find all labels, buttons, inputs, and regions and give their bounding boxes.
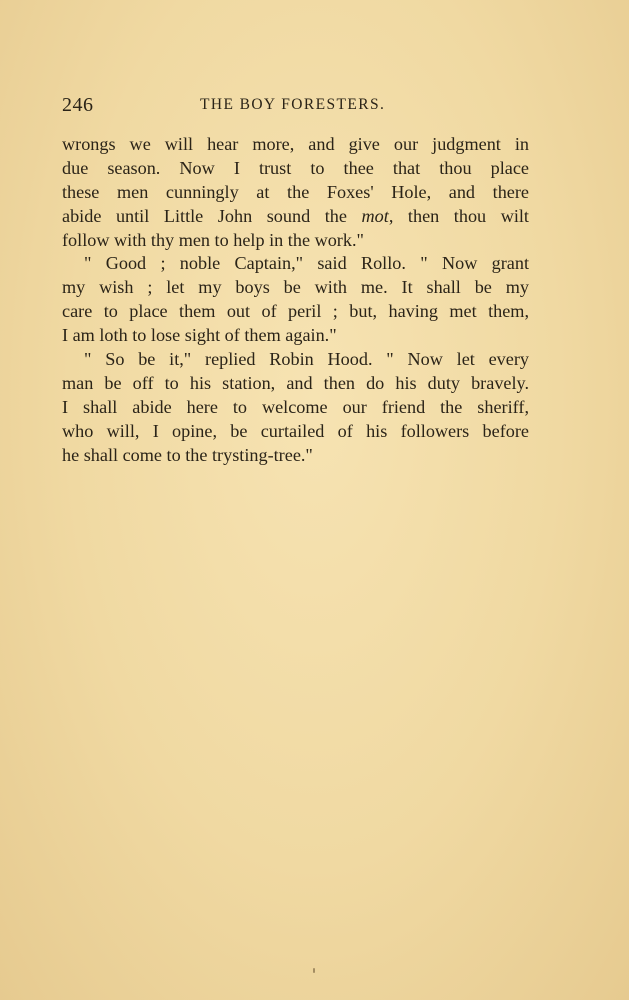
text-line: who will, I opine, be curtailed of his followers before	[62, 420, 529, 441]
text-line: my wish ; let my boys be with me. It shall be my	[62, 277, 529, 298]
italic-word: mot	[361, 205, 389, 226]
text-line: these men cunningly at the Foxes' Hole, and there	[62, 181, 529, 202]
text-line: I shall abide here to welcome our friend the sheriff,	[62, 396, 529, 417]
text-line: wrongs we will hear more, and give our judgment in	[62, 134, 529, 154]
page-header	[62, 94, 529, 118]
text-line: due season. Now I trust to thee that thou place	[62, 157, 529, 178]
text-line: " So be it," replied Robin Hood. " Now let every	[84, 349, 529, 370]
text-line: I am loth to lose sight of them again."	[62, 325, 337, 346]
page-number: 246	[62, 94, 94, 116]
paper-speck	[313, 968, 315, 973]
text-line: he shall come to the trysting-tree."	[62, 444, 313, 465]
text-line: care to place them out of peril ; but, having met them,	[62, 301, 529, 322]
text-line: " Good ; noble Captain," said Rollo. " Now grant	[84, 253, 529, 274]
text-line-with-italic: abide until Little John sound the mot, then thou wilt	[62, 205, 529, 226]
text-line: man be off to his station, and then do his duty bravely.	[62, 372, 529, 393]
running-head: THE BOY FORESTERS.	[200, 96, 386, 113]
page-body	[62, 133, 529, 467]
text-line: follow with thy men to help in the work."	[62, 229, 364, 250]
